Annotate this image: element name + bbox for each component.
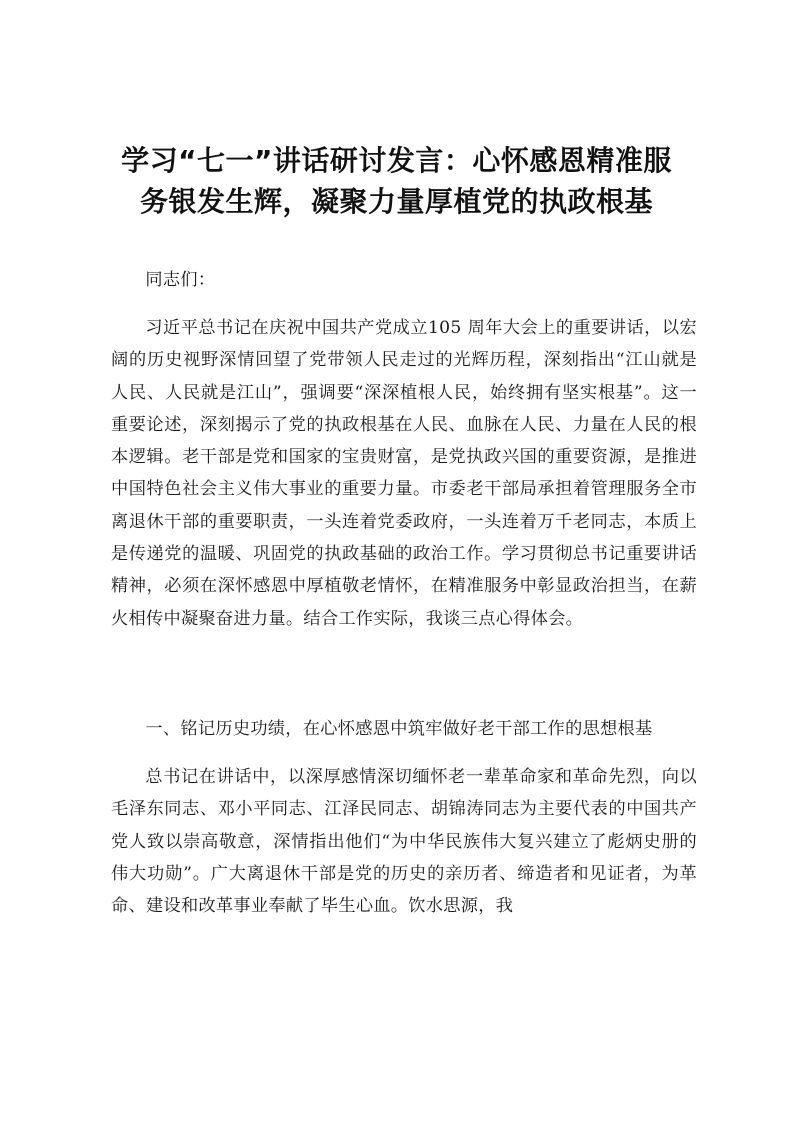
title-line-2: 务银发生辉，凝聚力量厚植党的执政根基 xyxy=(139,185,653,218)
section-heading-1-block xyxy=(111,713,697,745)
paragraph-1-block xyxy=(111,312,697,635)
greeting-block xyxy=(111,264,697,296)
document-title xyxy=(90,140,703,222)
title-line-1: 学习“七一”讲话研讨发言：心怀感恩精准服 xyxy=(121,144,672,177)
paragraph-1: 习近平总书记在庆祝中国共产党成立105 周年大会上的重要讲话，以宏阔的历史视野深情回望了党带领人民走过的光辉历程，深刻指出“江山就是人民、人民就是江山”，强调要“深深植根人民，始终拥有坚实根基”。这一重要论述，深刻揭示了党的执政根基在人民、血脉在人民、力量在人民的根本逻辑。老干部是党和国家的宝贵财富，是党执政兴国的重要资源，是推进中国特色社会主义伟大事业的重要力量。市委老干部局承担着管理服务全市离退休干部的重要职责，一头连着党委政府，一头连着万千老同志，本质上是传递党的温暖、巩固党的执政基础的政治工作。学习贯彻总书记重要讲话精神，必须在深怀感恩中厚植敬老情怀，在精准服务中彰显政治担当，在薪火相传中凝聚奋进力量。结合工作实际，我谈三点心得体会。 xyxy=(111,318,697,629)
section-heading-1: 一、铭记历史功绩，在心怀感恩中筑牢做好老干部工作的思想根基 xyxy=(145,719,653,739)
paragraph-2-block xyxy=(111,761,697,922)
greeting: 同志们： xyxy=(145,270,216,290)
paragraph-2: 总书记在讲话中，以深厚感情深切缅怀老一辈革命家和革命先烈，向以毛泽东同志、邓小平同志、江泽民同志、胡锦涛同志为主要代表的中国共产党人致以崇高敬意，深情指出他们“为中华民族伟大复兴建立了彪炳史册的伟大功勋”。广大离退休干部是党的历史的亲历者、缔造者和见证者，为革命、建设和改革事业奉献了毕生心血。饮水思源，我 xyxy=(111,767,697,917)
